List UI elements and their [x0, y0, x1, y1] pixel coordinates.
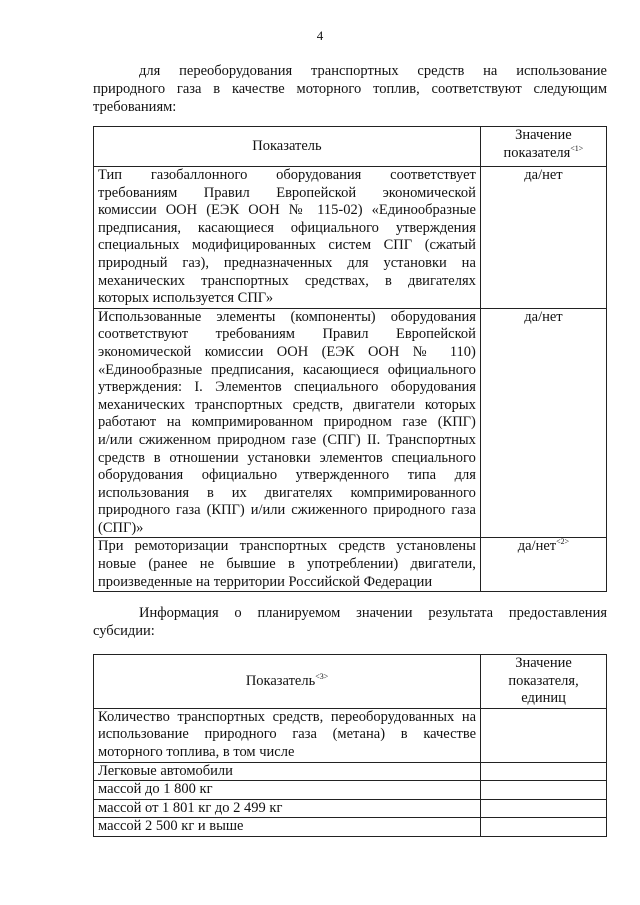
text-line: Количество транспортных средств, переоборудованных на: [98, 708, 477, 725]
text-line: работают на компримированном природном газе (КПГ): [98, 414, 476, 431]
text-line: средств в отношении установки элементов специального: [98, 449, 476, 466]
value-header: [480, 127, 606, 167]
requirement-text: [94, 538, 481, 592]
table-row: [94, 762, 607, 781]
info-line: субсидии:: [93, 623, 155, 639]
requirements-table: [93, 126, 607, 592]
text-line: Легковые автомобили: [98, 762, 233, 779]
text-line: Использованные элементы (компоненты) оборудования: [98, 308, 476, 325]
footnote-ref: <2>: [556, 537, 570, 547]
info-line: Информация о планируемом значении результата предоставления: [139, 605, 607, 621]
text-line: механических транспортных средствах, в двигателях: [98, 272, 476, 289]
text-line: Тип газобаллонного оборудования соответствует: [98, 167, 476, 183]
table-row: [94, 799, 607, 818]
text-line: природного газа (КПГ) и/или сжиженного природного газа: [98, 502, 476, 519]
text-line: использования в их двигателях компримированного: [98, 484, 476, 501]
table-row: [94, 708, 607, 762]
text-line: комиссии ООН (ЕЭК ООН № 115-02) «Единообразные: [98, 202, 476, 219]
requirement-value: да/нет: [480, 167, 606, 309]
value-header-line1: Значение: [515, 127, 572, 143]
text-line: природный газ), предназначенных для установки на: [98, 254, 476, 271]
page-number: 4: [316, 28, 324, 43]
result-table: [93, 654, 607, 837]
text-line: оборудования официально утвержденного типа для: [98, 467, 476, 484]
table-header-row: [94, 655, 607, 709]
table-row: [94, 781, 607, 800]
table-row: [94, 167, 607, 309]
result-value: [481, 762, 607, 781]
intro-line: для переоборудования транспортных средств на использование: [139, 63, 607, 79]
result-value: [481, 781, 607, 800]
requirement-text: [94, 308, 481, 538]
text-line: использование природного газа (метана) в качестве: [98, 726, 477, 743]
text-line: При ремоторизации транспортных средств установлены: [98, 538, 476, 555]
table-row: [94, 308, 607, 538]
value-header-line1: Значение: [515, 655, 572, 671]
text-line: механических транспортных средств, двигатели которых: [98, 396, 476, 413]
text-line: которых используется СПГ»: [98, 290, 274, 307]
intro-paragraph: [93, 62, 607, 116]
requirement-value: да/нет: [480, 308, 606, 538]
value-header-line2: показателя: [503, 144, 571, 161]
text-line: и/или сжиженном природном газе (СПГ) II. Транспортных: [98, 431, 476, 448]
text-line: моторного топлива, в том числе: [98, 743, 295, 760]
table-header-row: [94, 127, 607, 167]
text-line: специальных модифицированных систем СПГ (сжатый: [98, 237, 476, 254]
result-text: [94, 708, 481, 762]
text-line: новые (ранее не бывшие в употреблении) двигатели,: [98, 556, 476, 573]
text-line: «Единообразные предписания, касающиеся официального: [98, 361, 476, 378]
footnote-ref: <1>: [570, 143, 584, 153]
text-line: соответствуют требованиям Правил Европейской: [98, 326, 476, 343]
result-value: [481, 818, 607, 837]
result-value: [481, 799, 607, 818]
indicator-header: [94, 655, 481, 709]
requirement-text: [94, 167, 481, 309]
text-line: массой до 1 800 кг: [98, 781, 213, 798]
text-line: предписания, касающиеся официального утверждения: [98, 219, 476, 236]
text-line: массой от 1 801 кг до 2 499 кг: [98, 799, 283, 816]
result-value: [481, 708, 607, 762]
value-header-line2: показателя,: [508, 672, 579, 689]
value-header-line3: единиц: [521, 690, 566, 707]
result-text: [94, 818, 481, 837]
result-text: [94, 781, 481, 800]
intro-line: природного газа в качестве моторного топлив, соответствуют следующим: [93, 81, 607, 97]
text-line: (СПГ)»: [98, 519, 144, 536]
requirement-value: да/нет: [517, 538, 557, 555]
intro-line: требованиям:: [93, 99, 177, 115]
result-text: [94, 762, 481, 781]
indicator-header-label: Показатель: [245, 672, 316, 689]
info-paragraph: [93, 604, 607, 640]
text-line: утверждения: I. Элементов специального оборудования: [98, 379, 476, 396]
requirement-value-cell: [480, 538, 606, 592]
text-line: экономической комиссии ООН (ЕЭК ООН № 110): [98, 343, 476, 360]
footnote-ref: <3>: [315, 671, 329, 681]
table-row: [94, 818, 607, 837]
indicator-header: Показатель: [94, 127, 481, 167]
text-line: требованиям Правил Европейской экономической: [98, 184, 476, 201]
value-header: [481, 655, 607, 709]
result-text: [94, 799, 481, 818]
text-line: массой 2 500 кг и выше: [98, 818, 244, 835]
text-line: произведенные на территории Российской Федерации: [98, 573, 433, 590]
table-row: [94, 538, 607, 592]
